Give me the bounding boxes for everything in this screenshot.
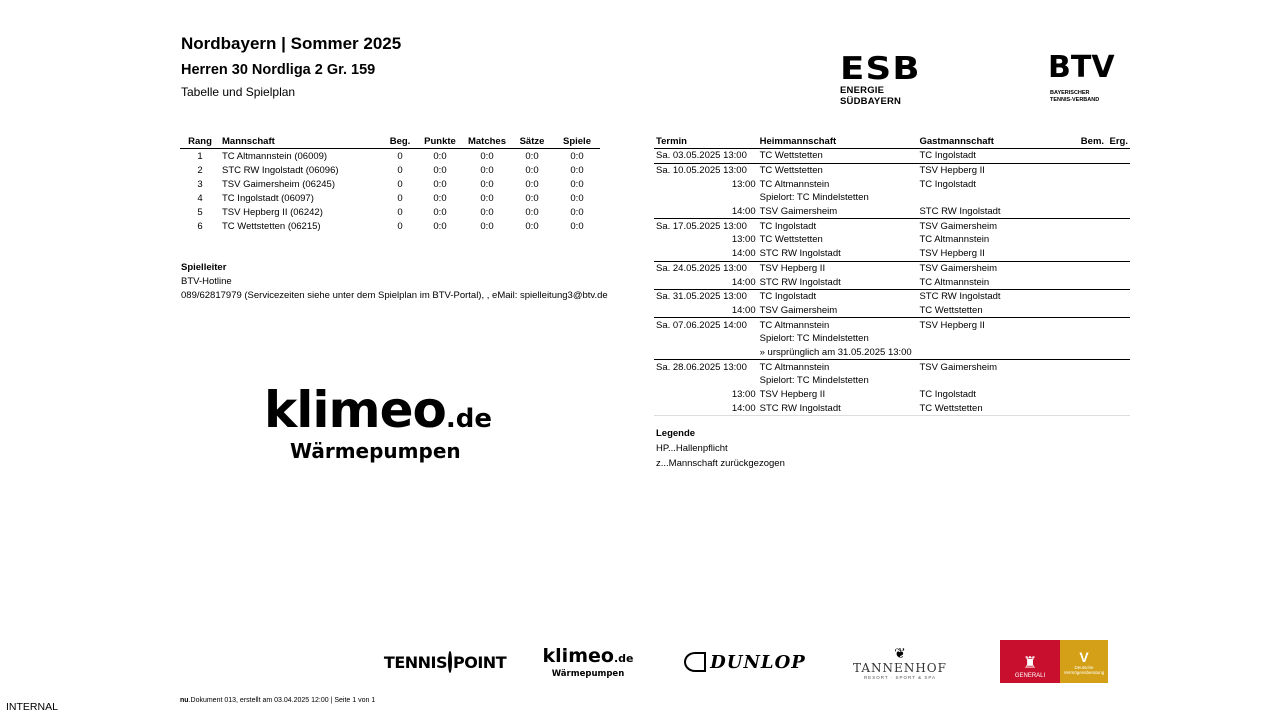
table-row <box>654 205 1130 219</box>
table-cell: 0 <box>397 206 403 218</box>
table-row <box>180 163 600 177</box>
table-cell <box>1106 191 1130 205</box>
table-cell: 0:0 <box>570 178 584 190</box>
table-cell: TC Altmannstein <box>917 275 1068 289</box>
table-cell: 6 <box>197 220 203 232</box>
btv-logo <box>1048 38 1138 104</box>
table-cell: STC RW Ingolstadt <box>919 291 1001 303</box>
table-cell: 0:0 <box>480 206 494 218</box>
generali-dvag-logo <box>1000 640 1108 683</box>
table-cell: 0:0 <box>525 206 539 218</box>
standings-body <box>180 149 600 234</box>
table-cell <box>1106 205 1130 219</box>
btv-logo-mark: BTV <box>1048 50 1115 85</box>
table-cell <box>1106 332 1130 346</box>
table-cell <box>917 332 1068 346</box>
table-cell: TC Ingolstadt (06097) <box>222 192 314 204</box>
table-cell: TSV Hepberg II <box>919 319 985 331</box>
table-cell: 0:0 <box>525 178 539 190</box>
internal-label: INTERNAL <box>6 701 58 713</box>
table-row <box>180 205 600 219</box>
tannenhof-logo <box>853 640 947 684</box>
table-row <box>654 304 1130 318</box>
page-subtitle: Tabelle und Spielplan <box>181 85 296 99</box>
table-cell: 0:0 <box>433 206 447 218</box>
table-cell: TC Wettstetten <box>917 304 1068 318</box>
table-cell: TC Wettstetten <box>917 401 1068 415</box>
table-row <box>654 177 1130 191</box>
standings-col-header: Rang <box>180 135 220 149</box>
table-cell: STC RW Ingolstadt <box>758 275 918 289</box>
dunlop-flying-d-icon <box>684 652 706 672</box>
schedule-body <box>654 149 1130 416</box>
table-cell <box>1069 149 1107 164</box>
table-row <box>654 247 1130 261</box>
table-cell: 5 <box>197 206 203 218</box>
footer-text <box>180 697 375 704</box>
standings-col-header: Punkte <box>416 135 464 149</box>
table-cell: 14:00 <box>654 275 758 289</box>
standings-col-header: Beg. <box>384 135 416 149</box>
pinecone-icon: ❦ <box>894 644 906 661</box>
klimeo-brand: klimeo <box>264 381 446 439</box>
table-cell: 0:0 <box>480 192 494 204</box>
table-cell <box>1106 401 1130 415</box>
table-cell: TSV Gaimersheim (06245) <box>222 178 335 190</box>
tannenhof-text: TANNENHOF <box>853 660 947 675</box>
table-cell: TC Altmannstein (06009) <box>222 150 328 162</box>
table-cell: Sa. 31.05.2025 13:00 <box>656 291 747 303</box>
table-cell: 0 <box>397 164 403 176</box>
table-cell: 0:0 <box>570 206 584 218</box>
table-cell: TC Ingolstadt <box>919 178 976 190</box>
esb-logo-subtitle: ENERGIE SÜDBAYERN <box>840 85 902 107</box>
schedule-table <box>654 135 1130 416</box>
klimeo-sponsor-brand: klimeo <box>542 644 614 667</box>
table-cell <box>1106 346 1130 360</box>
table-cell: TC Wettstetten <box>758 149 918 164</box>
table-row <box>654 401 1130 415</box>
table-cell <box>1106 177 1130 191</box>
table-cell <box>1106 247 1130 261</box>
table-row <box>654 275 1130 289</box>
table-cell: 1 <box>197 150 203 162</box>
table-cell: 3 <box>197 178 203 190</box>
standings-col-header: Mannschaft <box>220 135 384 149</box>
lion-icon: ♜ <box>1022 655 1038 672</box>
legend-item: HP...Hallenpflicht <box>656 443 728 454</box>
page-title: Nordbayern | Sommer 2025 <box>181 34 402 53</box>
standings-col-header: Spiele <box>554 135 600 149</box>
table-cell <box>1069 163 1107 177</box>
table-cell <box>1069 205 1107 219</box>
table-cell <box>1106 289 1130 303</box>
table-cell: 0:0 <box>480 150 494 162</box>
table-cell <box>1069 332 1107 346</box>
table-cell: 0:0 <box>525 192 539 204</box>
table-cell <box>1106 149 1130 164</box>
table-row <box>180 177 600 191</box>
table-cell <box>1069 261 1107 275</box>
table-cell: 0:0 <box>480 220 494 232</box>
league-title: Herren 30 Nordliga 2 Gr. 159 <box>181 62 376 78</box>
dvag-text: Deutsche Vermögensberatung <box>1063 664 1105 675</box>
table-cell <box>1106 374 1130 388</box>
table-cell <box>1069 374 1107 388</box>
schedule-col-header: Termin <box>654 135 758 149</box>
table-cell: Sa. 24.05.2025 13:00 <box>656 262 747 274</box>
tennis-ball-icon <box>448 651 452 673</box>
table-cell <box>1106 261 1130 275</box>
table-row <box>654 289 1130 303</box>
standings-col-header: Matches <box>464 135 510 149</box>
table-row <box>654 388 1130 402</box>
table-cell: TC Altmannstein <box>919 234 990 246</box>
table-cell <box>1106 304 1130 318</box>
klimeo-sponsor-logo <box>540 640 636 684</box>
table-cell: STC RW Ingolstadt <box>758 247 918 261</box>
table-cell: 4 <box>197 192 203 204</box>
table-row <box>654 163 1130 177</box>
table-row <box>654 233 1130 247</box>
table-cell: 0 <box>397 150 403 162</box>
table-cell <box>1069 360 1107 374</box>
legend-section <box>656 426 785 471</box>
table-cell <box>654 346 758 360</box>
table-cell: TC Ingolstadt <box>919 389 976 401</box>
spielleiter-contact: 089/62817979 (Servicezeiten siehe unter dem Spielplan im BTV-Portal), , eMail: spielleitung3@btv.de <box>181 290 608 301</box>
table-row <box>654 318 1130 332</box>
table-cell: Sa. 28.06.2025 13:00 <box>656 361 747 373</box>
schedule-col-header: Heimmannschaft <box>758 135 918 149</box>
table-cell: TC Ingolstadt <box>917 149 1068 164</box>
table-cell <box>1069 177 1107 191</box>
standings-header-row <box>180 135 600 149</box>
table-cell <box>1106 275 1130 289</box>
table-cell: STC RW Ingolstadt <box>917 205 1068 219</box>
table-cell: 2 <box>197 164 203 176</box>
table-cell: 0:0 <box>570 150 584 162</box>
table-cell: STC RW Ingolstadt (06096) <box>222 164 339 176</box>
dunlop-text: DUNLOP <box>710 651 806 673</box>
table-cell <box>1069 388 1107 402</box>
table-cell <box>1106 388 1130 402</box>
table-cell <box>1069 304 1107 318</box>
table-cell: 0:0 <box>525 164 539 176</box>
table-row <box>180 149 600 164</box>
table-row <box>654 332 1130 346</box>
legend-title: Legende <box>656 428 696 439</box>
table-cell: TSV Gaimersheim <box>919 262 998 274</box>
table-cell: 0:0 <box>433 150 447 162</box>
table-cell: Sa. 17.05.2025 13:00 <box>656 220 747 232</box>
table-cell: Spielort: TC Mindelstetten <box>759 333 869 345</box>
table-cell: Spielort: TC Mindelstetten <box>759 192 869 204</box>
dunlop-logo <box>668 640 822 684</box>
table-cell <box>1106 163 1130 177</box>
table-cell: 0:0 <box>570 164 584 176</box>
table-row <box>180 191 600 205</box>
table-cell: TSV Hepberg II <box>919 165 985 177</box>
table-cell: TC Wettstetten (06215) <box>222 220 321 232</box>
table-cell <box>917 374 1068 388</box>
table-cell: » ursprünglich am 31.05.2025 13:00 <box>758 346 918 360</box>
standings-table <box>180 135 600 233</box>
table-cell: 0:0 <box>525 220 539 232</box>
table-cell: 0:0 <box>433 164 447 176</box>
table-cell: 13:00 <box>731 178 756 190</box>
table-cell: TC Ingolstadt <box>759 220 817 232</box>
table-cell: 0:0 <box>433 220 447 232</box>
dvag-v-icon: V <box>1079 648 1089 665</box>
table-row <box>654 374 1130 388</box>
table-cell: TC Wettstetten <box>759 165 823 177</box>
table-cell <box>1069 247 1107 261</box>
table-row <box>654 149 1130 164</box>
table-cell: TSV Hepberg II (06242) <box>222 206 323 218</box>
table-cell <box>1069 289 1107 303</box>
btv-logo-sub1: BAYERISCHER <box>1050 90 1090 96</box>
table-cell: 0:0 <box>570 220 584 232</box>
table-cell: 14:00 <box>654 205 758 219</box>
btv-logo-sub2: TENNIS-VERBAND <box>1050 97 1100 103</box>
tennis-point-logo <box>383 640 507 684</box>
table-cell <box>654 191 758 205</box>
table-cell <box>1069 191 1107 205</box>
table-cell: 0 <box>397 220 403 232</box>
standings-col-header: Sätze <box>510 135 554 149</box>
table-cell: TSV Hepberg II <box>759 389 826 401</box>
table-cell: Sa. 07.06.2025 14:00 <box>656 319 747 331</box>
table-cell: 0 <box>397 192 403 204</box>
table-cell: 14:00 <box>654 247 758 261</box>
table-row <box>654 191 1130 205</box>
spielleiter-section <box>181 261 608 303</box>
table-cell <box>654 374 758 388</box>
table-cell: TSV Gaimersheim <box>919 220 998 232</box>
klimeo-sub: Wärmepumpen <box>290 439 461 463</box>
table-cell: 0:0 <box>525 150 539 162</box>
table-cell: Spielort: TC Mindelstetten <box>759 375 869 387</box>
table-cell: TC Wettstetten <box>759 234 823 246</box>
table-cell <box>1069 401 1107 415</box>
table-row <box>654 261 1130 275</box>
klimeo-tld: .de <box>445 404 493 434</box>
footer-brand: nu <box>180 697 189 704</box>
klimeo-sponsor-tld: .de <box>613 651 634 665</box>
table-cell <box>1106 360 1130 374</box>
table-cell: TSV Hepberg II <box>917 247 1068 261</box>
table-cell: TC Altmannstein <box>759 361 830 373</box>
generali-text: GENERALI <box>1014 673 1046 679</box>
table-cell: 0:0 <box>433 178 447 190</box>
tennis-point-text-a: TENNIS <box>383 652 448 672</box>
table-cell: TSV Gaimersheim <box>919 361 998 373</box>
table-cell: TC Ingolstadt <box>759 291 817 303</box>
table-cell: 13:00 <box>731 234 756 246</box>
table-cell <box>1069 318 1107 332</box>
table-cell: TSV Gaimersheim <box>758 304 918 318</box>
table-cell <box>1106 233 1130 247</box>
schedule-col-header: Gastmannschaft <box>917 135 1068 149</box>
table-cell: 14:00 <box>654 304 758 318</box>
klimeo-sponsor-sub: Wärmepumpen <box>551 668 625 679</box>
table-row <box>654 219 1130 233</box>
table-cell <box>654 332 758 346</box>
table-cell: 0:0 <box>480 178 494 190</box>
table-cell <box>917 346 1068 360</box>
spielleiter-title: Spielleiter <box>181 262 227 273</box>
spielleiter-name: BTV-Hotline <box>181 276 232 287</box>
table-cell <box>1069 219 1107 233</box>
table-row <box>654 346 1130 360</box>
footer-info: .Dokument 013, erstellt am 03.04.2025 12:00 | Seite 1 von 1 <box>188 697 376 704</box>
table-cell: 14:00 <box>654 401 758 415</box>
table-cell <box>1069 233 1107 247</box>
table-cell: STC RW Ingolstadt <box>758 401 918 415</box>
table-cell <box>1069 275 1107 289</box>
table-cell <box>1069 346 1107 360</box>
schedule-col-header: Erg. <box>1106 135 1130 149</box>
table-cell <box>917 191 1068 205</box>
table-cell: Sa. 10.05.2025 13:00 <box>656 165 747 177</box>
table-cell: TSV Hepberg II <box>759 262 826 274</box>
table-cell <box>1106 219 1130 233</box>
table-cell: TC Altmannstein <box>759 319 830 331</box>
table-cell: 0:0 <box>570 192 584 204</box>
table-cell: Sa. 03.05.2025 13:00 <box>654 149 758 164</box>
table-cell: 0 <box>397 178 403 190</box>
table-cell: TC Altmannstein <box>759 178 830 190</box>
esb-logo-mark: ESB <box>840 51 921 87</box>
table-cell: TSV Gaimersheim <box>758 205 918 219</box>
table-row <box>654 360 1130 374</box>
klimeo-logo <box>264 381 493 463</box>
table-cell <box>1106 318 1130 332</box>
table-cell: 13:00 <box>731 389 756 401</box>
esb-logo <box>840 51 942 107</box>
tennis-point-text-b: POINT <box>453 652 507 672</box>
schedule-col-header: Bem. <box>1069 135 1107 149</box>
table-row <box>180 219 600 233</box>
tannenhof-subtext: RESORT · SPORT & SPA <box>863 674 937 680</box>
legend-item: z...Mannschaft zurückgezogen <box>656 458 785 469</box>
schedule-header-row <box>654 135 1130 149</box>
table-cell: 0:0 <box>480 164 494 176</box>
table-cell: 0:0 <box>433 192 447 204</box>
